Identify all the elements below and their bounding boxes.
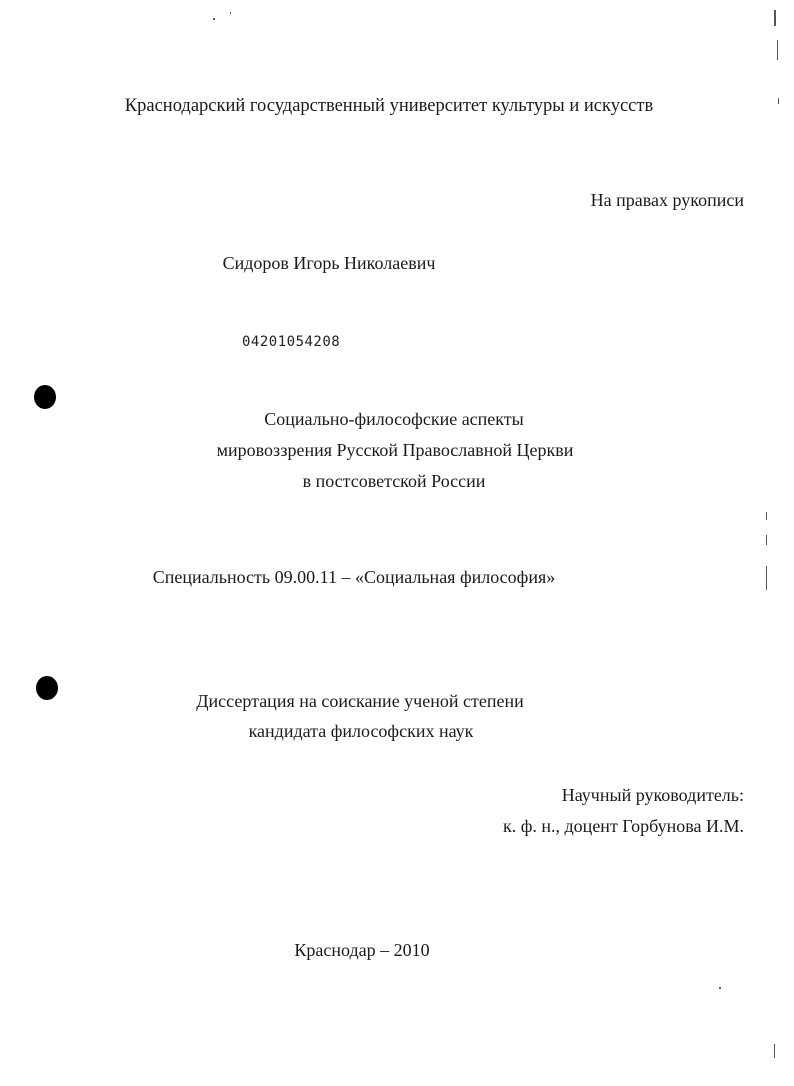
scan-speck: [766, 512, 767, 520]
scan-speck: [774, 1044, 775, 1058]
institution-name: Краснодарский государственный университет культуры и искусств: [124, 96, 654, 116]
manuscript-note: На правах рукописи: [590, 190, 744, 210]
title-line-1: Социально-философские аспекты: [264, 409, 524, 429]
scan-speck: [719, 987, 721, 989]
scan-speck: [777, 40, 778, 60]
specialty: Специальность 09.00.11 – «Социальная философия»: [152, 567, 556, 587]
degree-line-2: кандидата философских наук: [248, 721, 474, 741]
punch-hole-top: [34, 385, 56, 409]
degree-line-1: Диссертация на соискание ученой степени: [196, 691, 524, 711]
title-line-3: в постсоветской России: [302, 471, 486, 491]
title-line-2: мировоззрения Русской Православной Церкви: [216, 440, 574, 460]
scan-speck: [766, 566, 767, 590]
registration-number: 04201054208: [242, 334, 341, 350]
scan-speck: [774, 10, 776, 26]
scan-speck: [766, 535, 767, 545]
scan-speck: [230, 12, 231, 14]
place-year: Краснодар – 2010: [294, 940, 430, 960]
author-name: Сидоров Игорь Николаевич: [222, 253, 436, 273]
supervisor-label: Научный руководитель:: [561, 785, 744, 805]
supervisor-name: к. ф. н., доцент Горбунова И.М.: [502, 816, 744, 836]
scan-speck: [213, 18, 215, 20]
